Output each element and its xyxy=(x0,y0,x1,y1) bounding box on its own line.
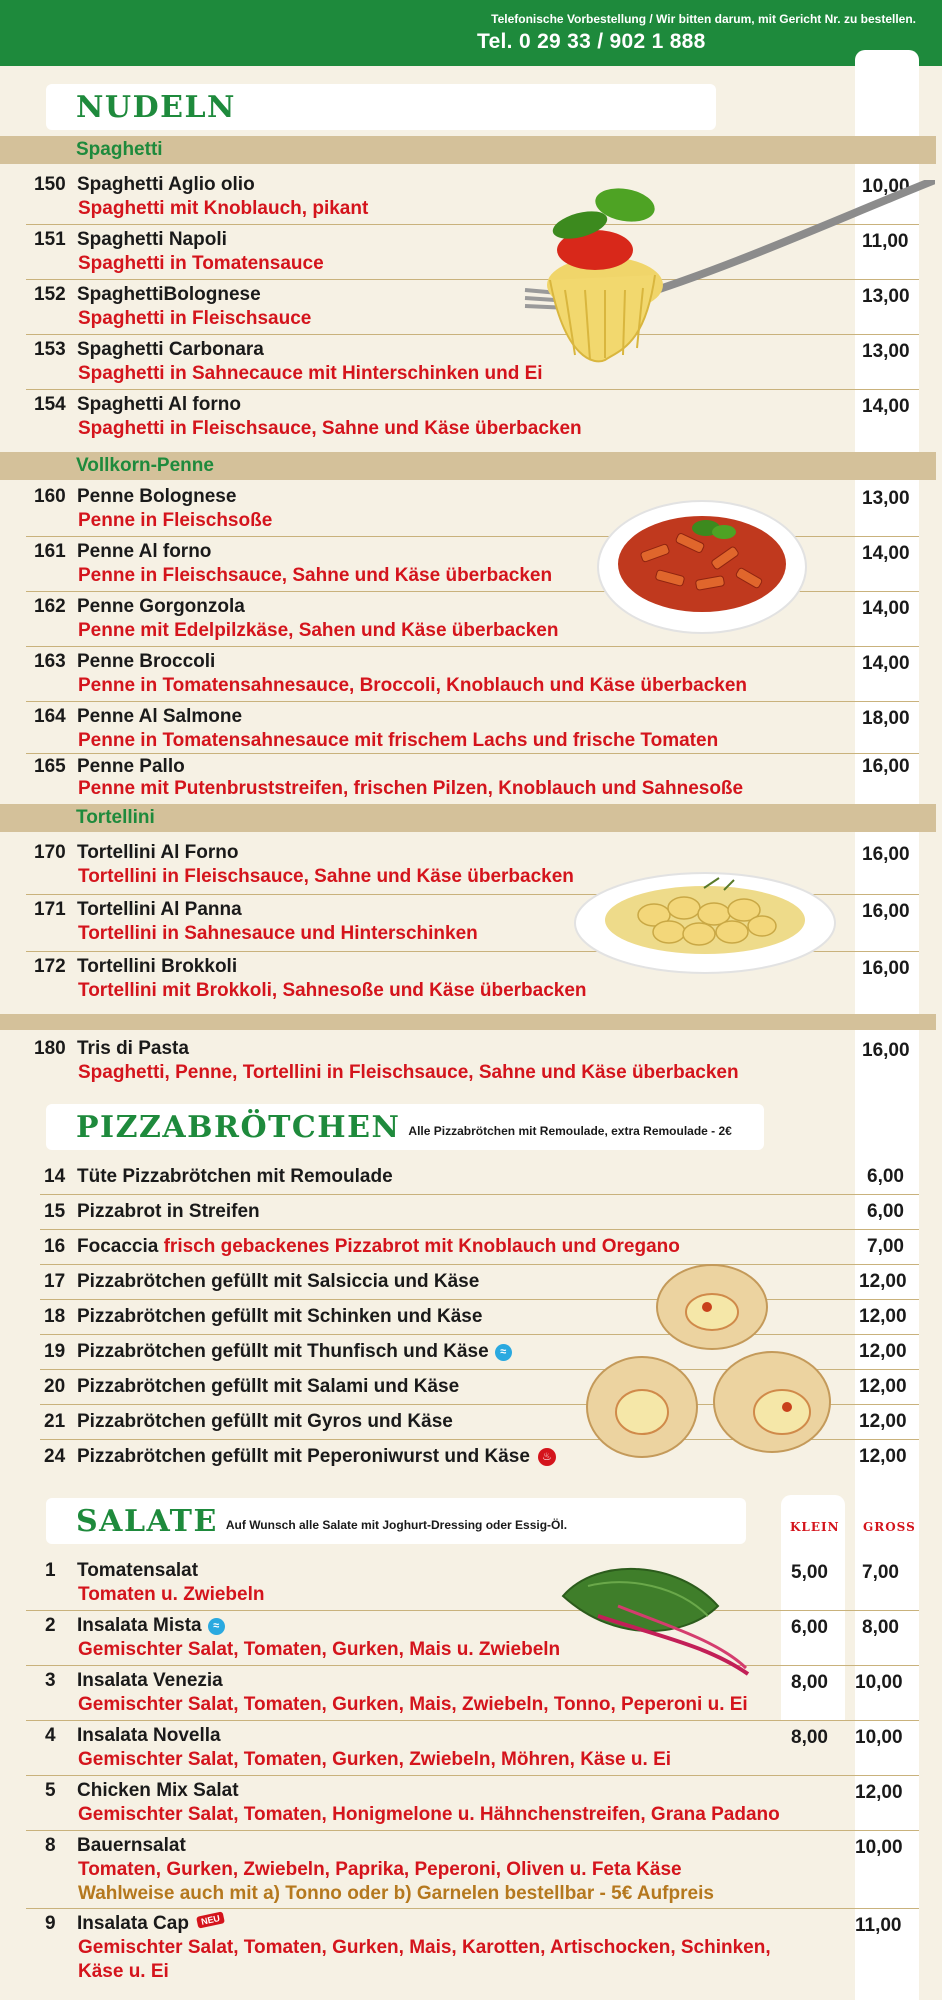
menu-item[interactable]: 5 Chicken Mix Salat Gemischter Salat, Tomaten, Honigmelone u. Hähnchenstreifen, Grana Padano 12,00 xyxy=(26,1776,919,1831)
menu-item[interactable]: 21 Pizzabrötchen gefüllt mit Gyros und Käse 12,00 xyxy=(40,1405,919,1440)
menu-item[interactable]: 18 Pizzabrötchen gefüllt mit Schinken und Käse 12,00 xyxy=(40,1300,919,1335)
header-bar xyxy=(0,0,942,66)
fish-icon: ≈ xyxy=(208,1618,225,1635)
chili-hot-icon: ♨ xyxy=(538,1448,556,1466)
salate-title: SALATE Auf Wunsch alle Salate mit Joghurt-Dressing oder Essig-Öl. xyxy=(46,1498,746,1544)
nudeln-title: NUDELN xyxy=(46,84,716,130)
menu-item[interactable]: 170 Tortellini Al Forno Tortellini in Fleischsauce, Sahne und Käse überbacken 16,00 xyxy=(26,838,919,895)
phone-number[interactable]: Tel. 0 29 33 / 902 1 888 xyxy=(477,30,706,53)
subcat-tortellini: Tortellini xyxy=(0,804,936,832)
menu-item[interactable]: 152 SpaghettiBolognese Spaghetti in Fleischsauce 13,00 xyxy=(26,280,919,335)
menu-item[interactable]: 9 Insalata Cap NEU Gemischter Salat, Tomaten, Gurken, Mais, Karotten, Artischocken, Schinken, Käse u. Ei 11,00 xyxy=(45,1913,902,1982)
menu-item[interactable]: 163 Penne Broccoli Penne in Tomatensahnesauce, Broccoli, Knoblauch und Käse überbacken 14,00 xyxy=(26,647,919,702)
fish-icon: ≈ xyxy=(495,1344,512,1361)
menu-item[interactable]: 172 Tortellini Brokkoli Tortellini mit Brokkoli, Sahnesoße und Käse überbacken 16,00 xyxy=(34,956,910,1001)
menu-item[interactable]: 15 Pizzabrot in Streifen 6,00 xyxy=(40,1195,919,1230)
menu-item[interactable]: 160 Penne Bolognese Penne in Fleischsoße 13,00 xyxy=(26,482,919,537)
menu-item[interactable]: 165 Penne Pallo Penne mit Putenbruststreifen, frischen Pilzen, Knoblauch und Sahnesoße 16,00 xyxy=(34,756,910,799)
menu-item[interactable]: 164 Penne Al Salmone Penne in Tomatensahnesauce mit frischem Lachs und frische Tomaten 18,00 xyxy=(26,702,919,754)
menu-item[interactable]: 162 Penne Gorgonzola Penne mit Edelpilzkäse, Sahen und Käse überbacken 14,00 xyxy=(26,592,919,647)
menu-item[interactable]: 150 Spaghetti Aglio olio Spaghetti mit Knoblauch, pikant 10,00 xyxy=(26,170,919,225)
menu-item[interactable]: 180 Tris di Pasta Spaghetti, Penne, Tortellini in Fleischsauce, Sahne und Käse überbacken 16,00 xyxy=(34,1038,910,1083)
menu-item[interactable]: 171 Tortellini Al Panna Tortellini in Sahnesauce und Hinterschinken 16,00 xyxy=(26,895,919,952)
subcat-penne: Vollkorn-Penne xyxy=(0,452,936,480)
menu-item[interactable]: 154 Spaghetti Al forno Spaghetti in Fleischsauce, Sahne und Käse überbacken 14,00 xyxy=(34,394,910,439)
subcat-spaghetti: Spaghetti xyxy=(0,136,936,164)
menu-item[interactable]: 1 Tomatensalat Tomaten u. Zwiebeln 5,00 7,00 xyxy=(26,1556,919,1611)
order-note: Telefonische Vorbestellung / Wir bitten darum, mit Gericht Nr. zu bestellen. xyxy=(491,12,916,26)
divider-band xyxy=(0,1014,936,1030)
chard-leaf-image xyxy=(558,1556,750,1676)
spaghetti-fork-image xyxy=(505,180,935,380)
penne-plate-image xyxy=(596,498,808,636)
menu-item[interactable]: 20 Pizzabrötchen gefüllt mit Salami und Käse 12,00 xyxy=(40,1370,919,1405)
menu-item[interactable]: 153 Spaghetti Carbonara Spaghetti in Sahnecauce mit Hinterschinken und Ei 13,00 xyxy=(26,335,919,390)
gross-label: GROSS xyxy=(863,1520,916,1534)
menu-item[interactable]: 8 Bauernsalat Tomaten, Gurken, Zwiebeln, Paprika, Peperoni, Oliven u. Feta Käse Wahlweise auch mit a) Tonno oder b) Garnelen bestellbar - 5€ Aufpreis 10,00 xyxy=(26,1831,919,1909)
pizza-rolls-image xyxy=(582,1262,832,1462)
menu-item[interactable]: 4 Insalata Novella Gemischter Salat, Tomaten, Gurken, Zwiebeln, Möhren, Käse u. Ei 8,00 10,00 xyxy=(26,1721,919,1776)
menu-item[interactable]: 24 Pizzabrötchen gefüllt mit Peperoniwurst und Käse ♨ 12,00 xyxy=(44,1446,907,1467)
new-badge: NEU xyxy=(196,1911,225,1928)
menu-item[interactable]: 161 Penne Al forno Penne in Fleischsauce, Sahne und Käse überbacken 14,00 xyxy=(26,537,919,592)
menu-item[interactable]: 3 Insalata Venezia Gemischter Salat, Tomaten, Gurken, Mais, Zwiebeln, Tonno, Peperoni u. Ei 8,00 10,00 xyxy=(26,1666,919,1721)
menu-item[interactable]: 151 Spaghetti Napoli Spaghetti in Tomatensauce 11,00 xyxy=(26,225,919,280)
menu-item[interactable]: 14 Tüte Pizzabrötchen mit Remoulade 6,00 xyxy=(40,1160,919,1195)
menu-item[interactable]: 19 Pizzabrötchen gefüllt mit Thunfisch und Käse ≈ 12,00 xyxy=(40,1335,919,1370)
menu-item[interactable]: 16 Focaccia frisch gebackenes Pizzabrot mit Knoblauch und Oregano 7,00 xyxy=(40,1230,919,1265)
menu-item[interactable]: 17 Pizzabrötchen gefüllt mit Salsiccia und Käse 12,00 xyxy=(40,1265,919,1300)
menu-item[interactable]: 2 Insalata Mista ≈ Gemischter Salat, Tomaten, Gurken, Mais u. Zwiebeln 6,00 8,00 xyxy=(26,1611,919,1666)
tortellini-plate-image xyxy=(574,870,836,976)
pizzabroetchen-title: PIZZABRÖTCHEN Alle Pizzabrötchen mit Remoulade, extra Remoulade - 2€ xyxy=(46,1104,764,1150)
klein-label: KLEIN xyxy=(790,1520,840,1534)
